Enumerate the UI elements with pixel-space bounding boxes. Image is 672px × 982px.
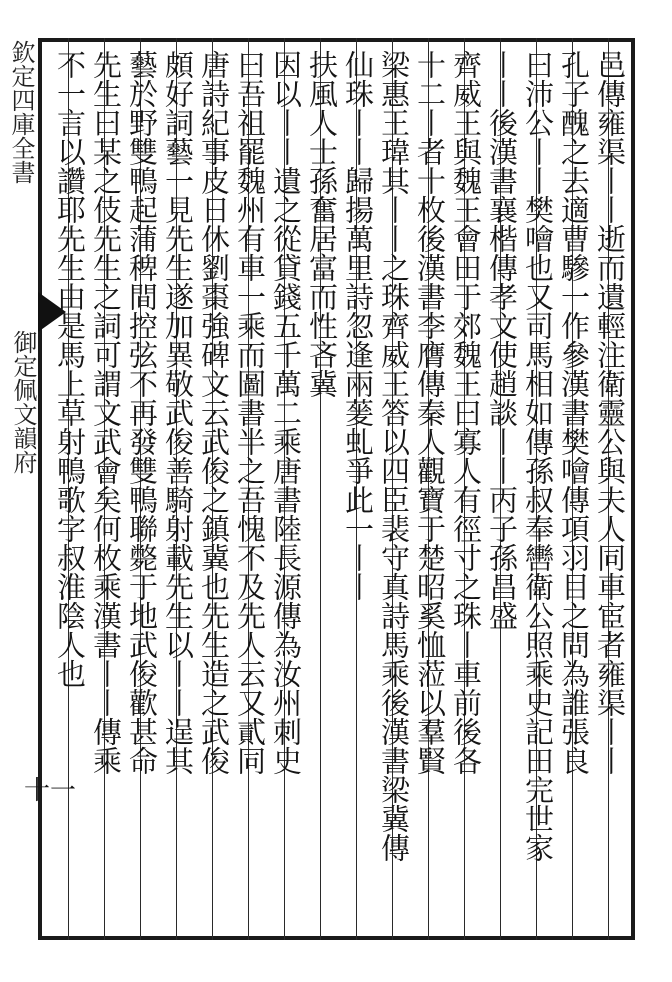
- text-column: 唐詩紀事皮日休劉棗強碑文云武俊之鎮冀也先生造之武俊: [197, 50, 231, 775]
- text-column: 先生曰某之伎先生之詞可謂文武會矣何枚乘漢書丨丨傳乘: [89, 50, 123, 775]
- text-column: 十二丨者十枚後漢書李膺傳秦人觀寶于楚昭奚恤蒞以羣賢: [413, 50, 447, 775]
- text-column: 因以丨丨遺之從貸錢五千萬二乘唐書陸長源傳為汝州刺史: [269, 50, 303, 775]
- book-title: 欽定四庫全書: [7, 40, 35, 184]
- text-column: 藝於野雙鴨起蒲稗間控弦不再發雙鴨聯斃于地武俊歡甚命: [125, 50, 159, 775]
- text-column: 梁惠王瑋其丨丨之珠齊威王答以四臣裴守真詩馬乘後漢書梁冀傳: [377, 50, 411, 862]
- page-number: 十一: [24, 776, 77, 806]
- text-column: 孔子醜之去適曹驂一作參漢書樊噲傳項羽目之問為誰張良: [557, 50, 591, 775]
- text-column: 邑傳雍渠丨丨逝而遺輕注衛靈公與夫人同車宦者雍渠丨丨: [593, 50, 627, 775]
- source-title: 御定佩文韻府: [9, 330, 37, 474]
- text-column: 扶風人士孫奮居富而性吝冀: [305, 50, 339, 398]
- text-column: 頗好詞藝一見先生遂加異敬武俊善騎射載先生以丨丨逞其: [161, 50, 195, 775]
- text-column: 丨丨後漢書襄楷傳孝文使趙談丨丨丙子孫昌盛: [485, 50, 519, 630]
- text-column: 仙珠丨丨歸揚萬里詩忽逢兩蓌虬爭此一丨丨: [341, 50, 375, 601]
- text-column: 齊威王與魏王會田于郊魏王曰寡人有徑寸之珠丨車前後各: [449, 50, 483, 775]
- text-column: 不一言以讚耶先生由是馬上草射鴨歌字叔淮陰人也: [53, 50, 87, 688]
- text-column: 曰沛公丨丨樊噲也又司馬相如傳孫叔奉轡衛公照乘史記田完世家: [521, 50, 555, 862]
- text-column: 曰吾祖罷魏州有車一乘而圖書半之吾愧不及先人云又貳同: [233, 50, 267, 775]
